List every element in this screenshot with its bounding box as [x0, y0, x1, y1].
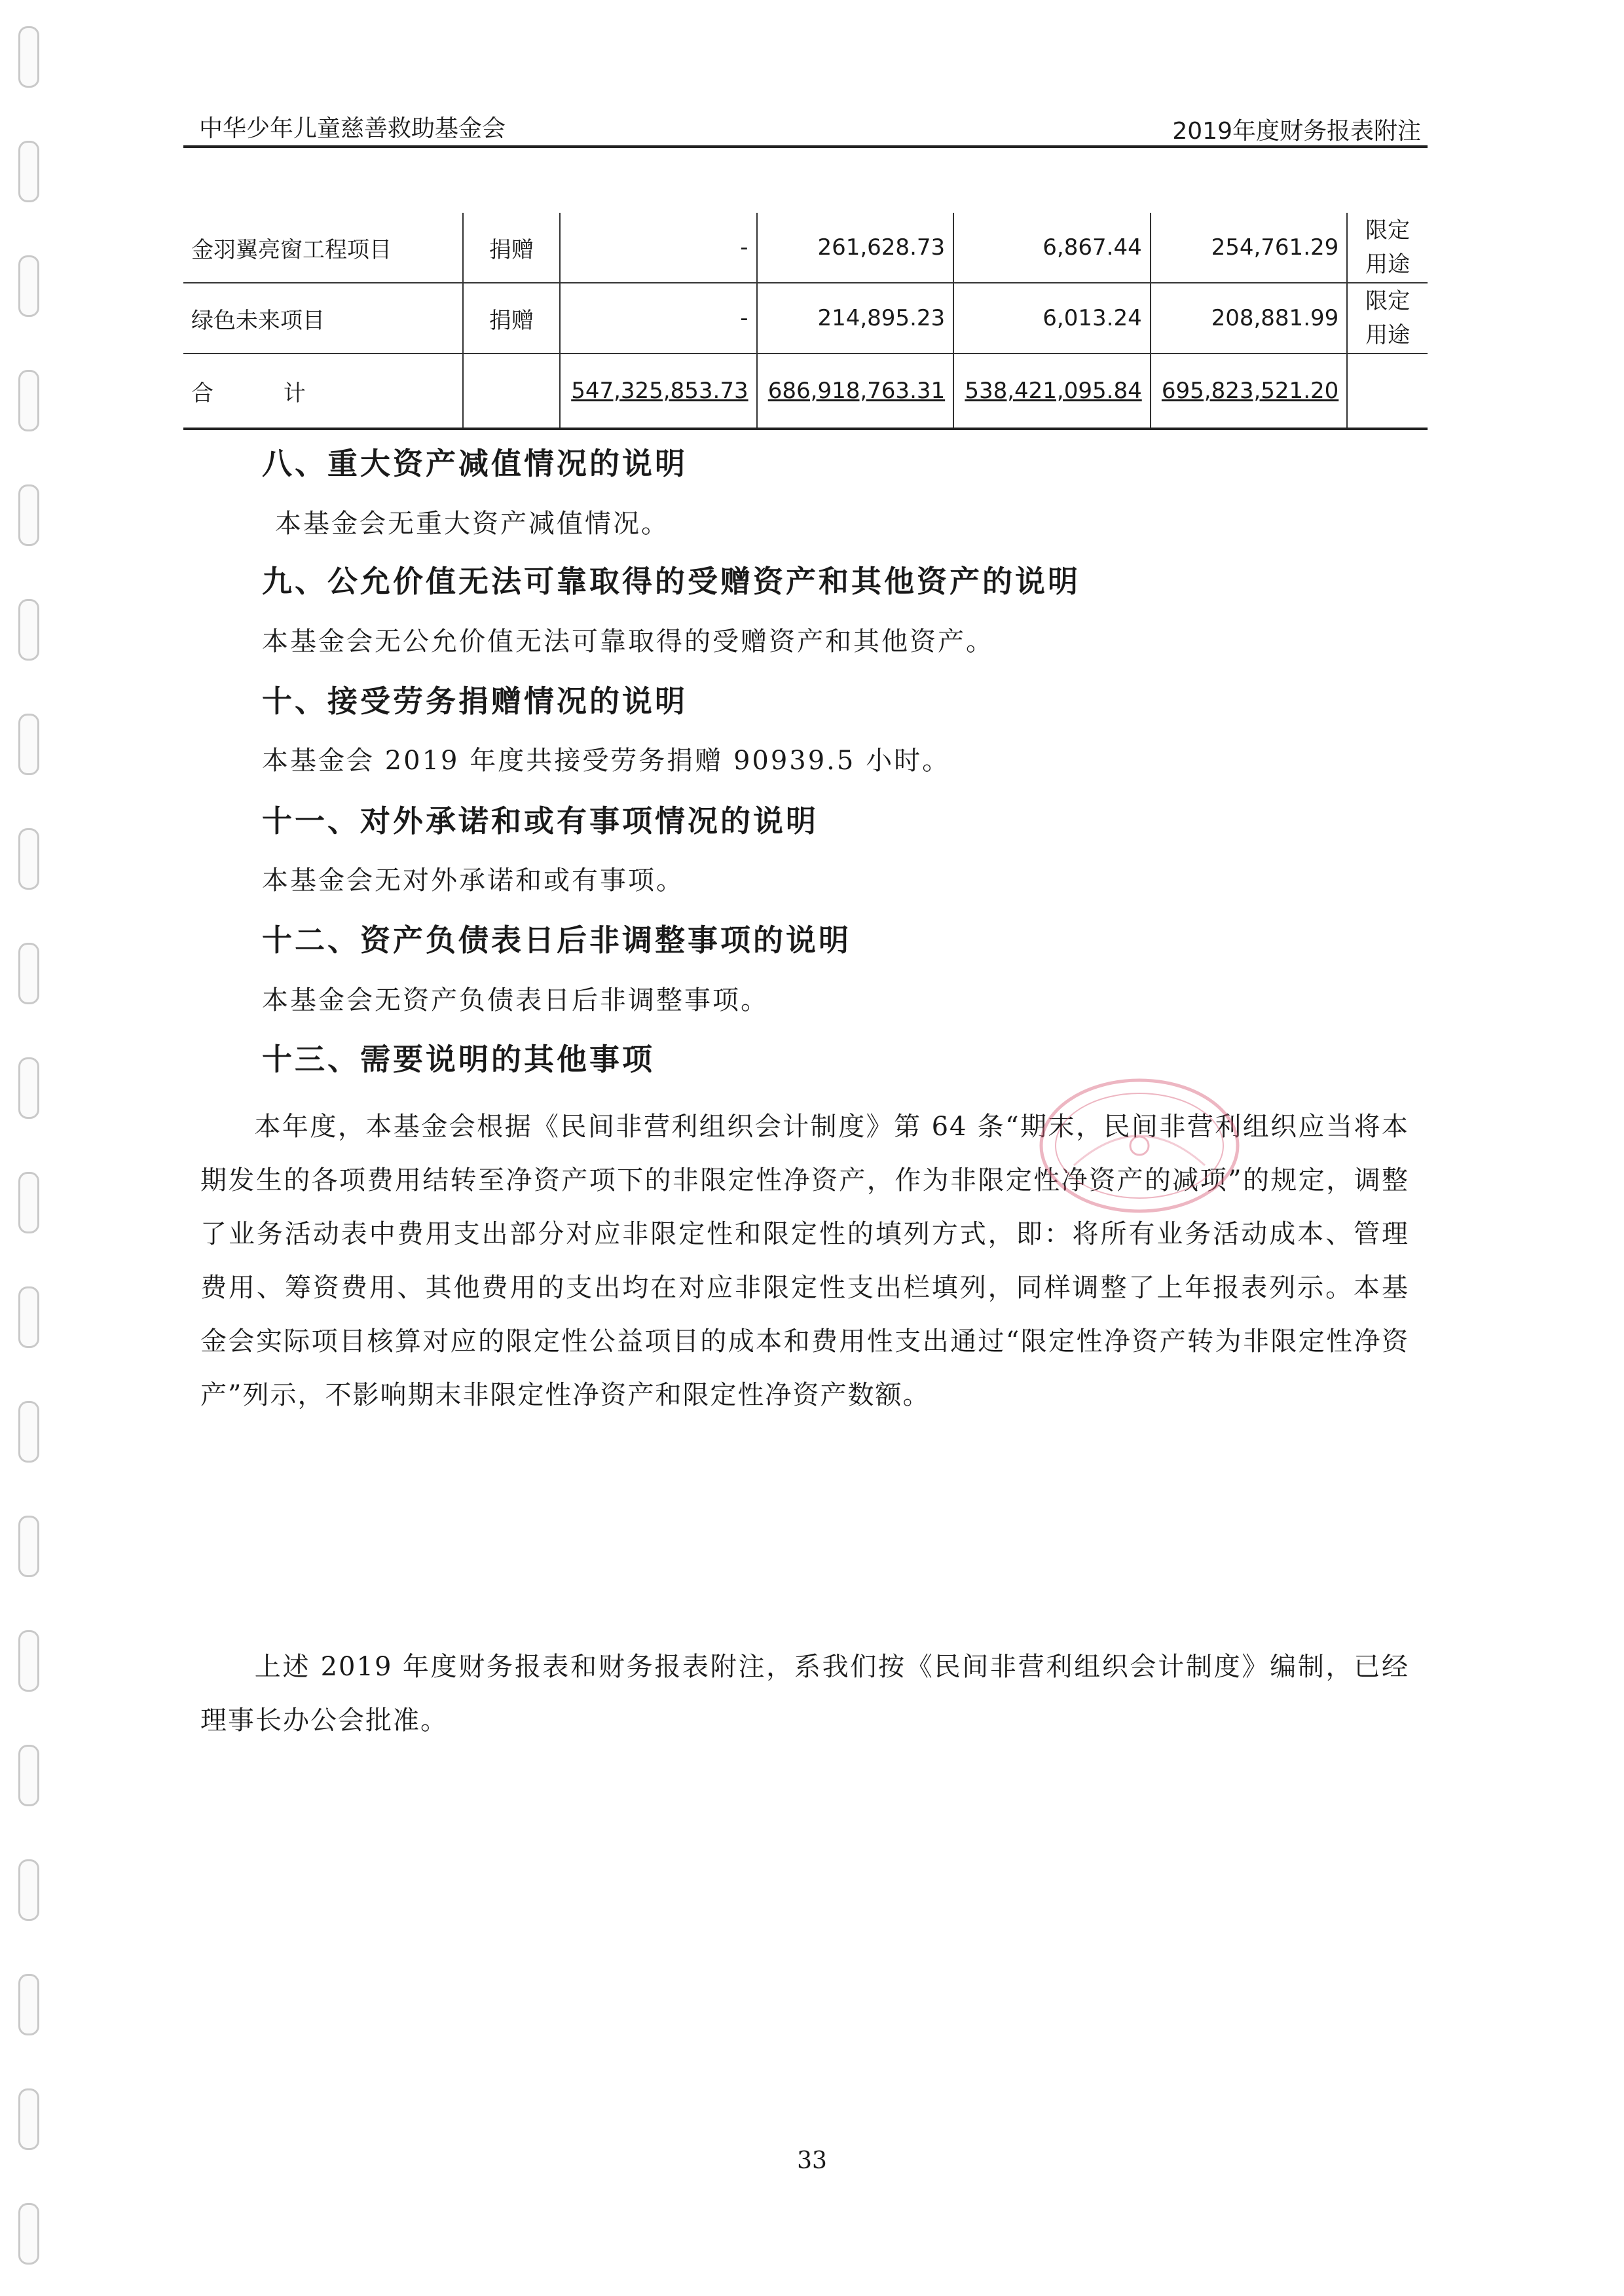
decrease-amount: 6,867.44: [953, 213, 1151, 283]
total-closing-cell: [1151, 354, 1348, 429]
section-text-10: 本基金会 2019 年度共接受劳务捐赠 90939.5 小时。: [262, 746, 951, 776]
increase-amount: 214,895.23: [757, 283, 954, 354]
section-heading-13: 十三、需要说明的其他事项: [262, 1042, 655, 1077]
binding-holes: [12, 0, 51, 2296]
total-increase-cell: [757, 354, 954, 429]
binding-hole: [18, 714, 39, 775]
usage-restriction: 限定用途: [1347, 283, 1428, 354]
closing-statement-block: [200, 1640, 1409, 1747]
total-decrease-cell: [953, 354, 1151, 429]
increase-amount: 261,628.73: [757, 213, 954, 283]
section-text-11: 本基金会无对外承诺和或有事项。: [262, 866, 684, 896]
binding-hole: [18, 1745, 39, 1806]
total-label: 合 计: [191, 380, 337, 407]
section-heading-8: 八、重大资产减值情况的说明: [262, 446, 688, 481]
table-row: [183, 213, 1428, 283]
binding-hole: [18, 1630, 39, 1692]
closing-balance: 208,881.99: [1151, 283, 1348, 354]
total-increase: 686,918,763.31: [767, 378, 946, 404]
binding-hole: [18, 1401, 39, 1463]
binding-hole: [18, 1859, 39, 1921]
total-closing: 695,823,521.20: [1161, 378, 1339, 404]
decrease-amount: 6,013.24: [953, 283, 1151, 354]
section-text-8: 本基金会无重大资产减值情况。: [275, 509, 669, 539]
binding-hole: [18, 141, 39, 202]
section-heading-9: 九、公允价值无法可靠取得的受赠资产和其他资产的说明: [262, 564, 1080, 599]
binding-hole: [18, 2203, 39, 2265]
opening-balance: -: [560, 283, 757, 354]
binding-hole: [18, 26, 39, 88]
section-text-12: 本基金会无资产负债表日后非调整事项。: [262, 985, 769, 1015]
fund-type: 捐赠: [463, 283, 560, 354]
section-heading-12: 十二、资产负债表日后非调整事项的说明: [262, 922, 851, 958]
accounting-firm-seal: [1035, 1067, 1244, 1224]
total-decrease: 538,421,095.84: [965, 378, 1142, 404]
empty-cell: [463, 354, 560, 429]
fund-type: 捐赠: [463, 213, 560, 283]
section-heading-11: 十一、对外承诺和或有事项情况的说明: [262, 803, 819, 839]
organization-name: 中华少年儿童慈善救助基金会: [199, 115, 506, 142]
other-matters-text: 本年度，本基金会根据《民间非营利组织会计制度》第 64 条“期末，民间非营利组织应当将本期发生的各项费用结转至净资产项下的非限定性净资产，作为非限定性净资产的减项”的规定，调整了业务活动表中费用支出部分对应非限定性和限定性的填列方式，即：将所有业务活动成本、管理费用、筹资费用、其他费用的支出均在对应非限定性支出栏填列，同样调整了上年报表列示。本基金会实际项目核算对应的限定性公益项目的成本和费用性支出通过“限定性净资产转为非限定性净资产”列示，不影响期末非限定性净资产和限定性净资产数额。: [200, 1112, 1409, 1410]
usage-restriction: 限定用途: [1347, 213, 1428, 283]
project-name: 绿色未来项目: [183, 283, 463, 354]
project-name: 金羽翼亮窗工程项目: [183, 213, 463, 283]
empty-cell: [1347, 354, 1428, 429]
report-title: 2019年度财务报表附注: [1172, 118, 1421, 145]
total-label-cell: [183, 354, 463, 429]
binding-hole: [18, 255, 39, 317]
total-opening-cell: [560, 354, 757, 429]
binding-hole: [18, 2088, 39, 2150]
closing-statement: 上述 2019 年度财务报表和财务报表附注，系我们按《民间非营利组织会计制度》编制，已经理事长办公会批准。: [200, 1652, 1409, 1736]
binding-hole: [18, 943, 39, 1004]
binding-hole: [18, 1516, 39, 1577]
total-row: [183, 354, 1428, 429]
opening-balance: -: [560, 213, 757, 283]
closing-balance: 254,761.29: [1151, 213, 1348, 283]
binding-hole: [18, 1057, 39, 1119]
page-header: [183, 105, 1428, 148]
page-number: 33: [797, 2147, 827, 2174]
total-opening: 547,325,853.73: [571, 378, 748, 404]
section-text-9: 本基金会无公允价值无法可靠取得的受赠资产和其他资产。: [262, 627, 994, 657]
binding-hole: [18, 1172, 39, 1233]
binding-hole: [18, 1286, 39, 1348]
section-heading-10: 十、接受劳务捐赠情况的说明: [262, 683, 688, 719]
binding-hole: [18, 828, 39, 890]
fund-table: [183, 213, 1428, 430]
binding-hole: [18, 1974, 39, 2035]
table-row: [183, 283, 1428, 354]
binding-hole: [18, 484, 39, 546]
binding-hole: [18, 370, 39, 431]
binding-hole: [18, 599, 39, 661]
